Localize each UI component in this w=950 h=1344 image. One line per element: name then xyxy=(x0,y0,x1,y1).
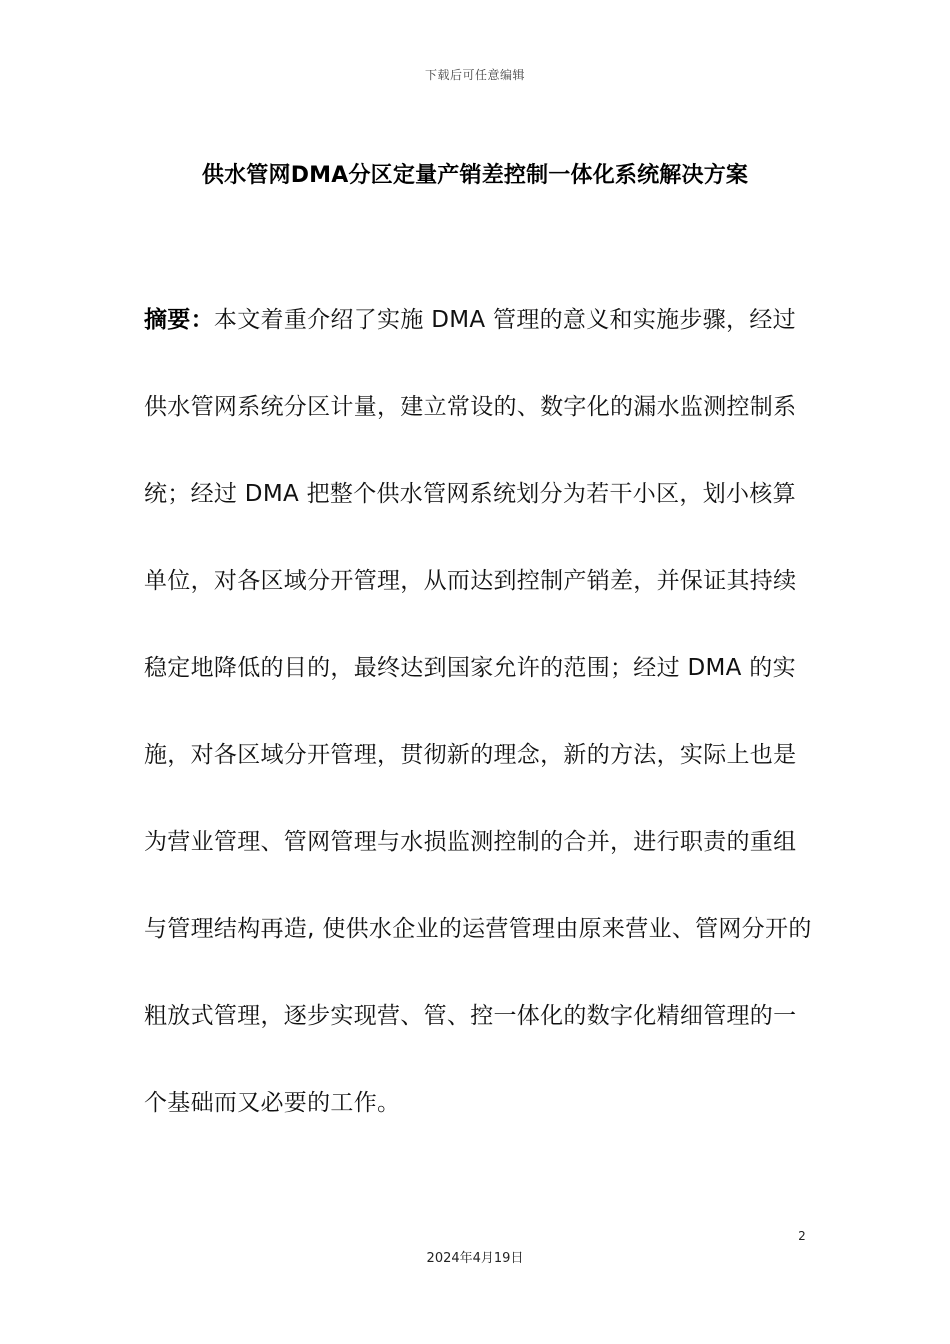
page-number: 2 xyxy=(798,1229,806,1243)
abstract-label: 摘要 xyxy=(144,307,191,333)
footer-date: 2024年4月19日 xyxy=(426,1251,524,1266)
document-title: 供水管网DMA分区定量产销差控制一体化系统解决方案 xyxy=(201,163,749,188)
abstract-line: 为营业管理、管网管理与水损监测控制的合并，进行职责的重组 xyxy=(144,829,797,855)
abstract-line: 与管理结构再造, 使供水企业的运营管理由原来营业、管网分开的 xyxy=(144,916,812,942)
abstract-line: 粗放式管理，逐步实现营、管、控一体化的数字化精细管理的一 xyxy=(144,1003,797,1029)
abstract-line xyxy=(144,294,808,381)
abstract-line: 稳定地降低的目的，最终达到国家允许的范围；经过 DMA 的实 xyxy=(144,655,796,681)
abstract-section xyxy=(144,294,812,1164)
abstract-label-separator: ： xyxy=(190,307,214,333)
abstract-line: 统；经过 DMA 把整个供水管网系统划分为若干小区，划小核算 xyxy=(144,481,796,507)
abstract-text: 本文着重介绍了实施 DMA 管理的意义和实施步骤，经过 xyxy=(213,307,796,333)
abstract-line: 供水管网系统分区计量，建立常设的、数字化的漏水监测控制系 xyxy=(144,394,797,420)
abstract-line: 施，对各区域分开管理，贯彻新的理念，新的方法，实际上也是 xyxy=(144,742,797,768)
abstract-line: 个基础而又必要的工作。 xyxy=(144,1090,401,1116)
header-note: 下载后可任意编辑 xyxy=(424,68,525,82)
abstract-line: 单位，对各区域分开管理，从而达到控制产销差，并保证其持续 xyxy=(144,568,797,594)
